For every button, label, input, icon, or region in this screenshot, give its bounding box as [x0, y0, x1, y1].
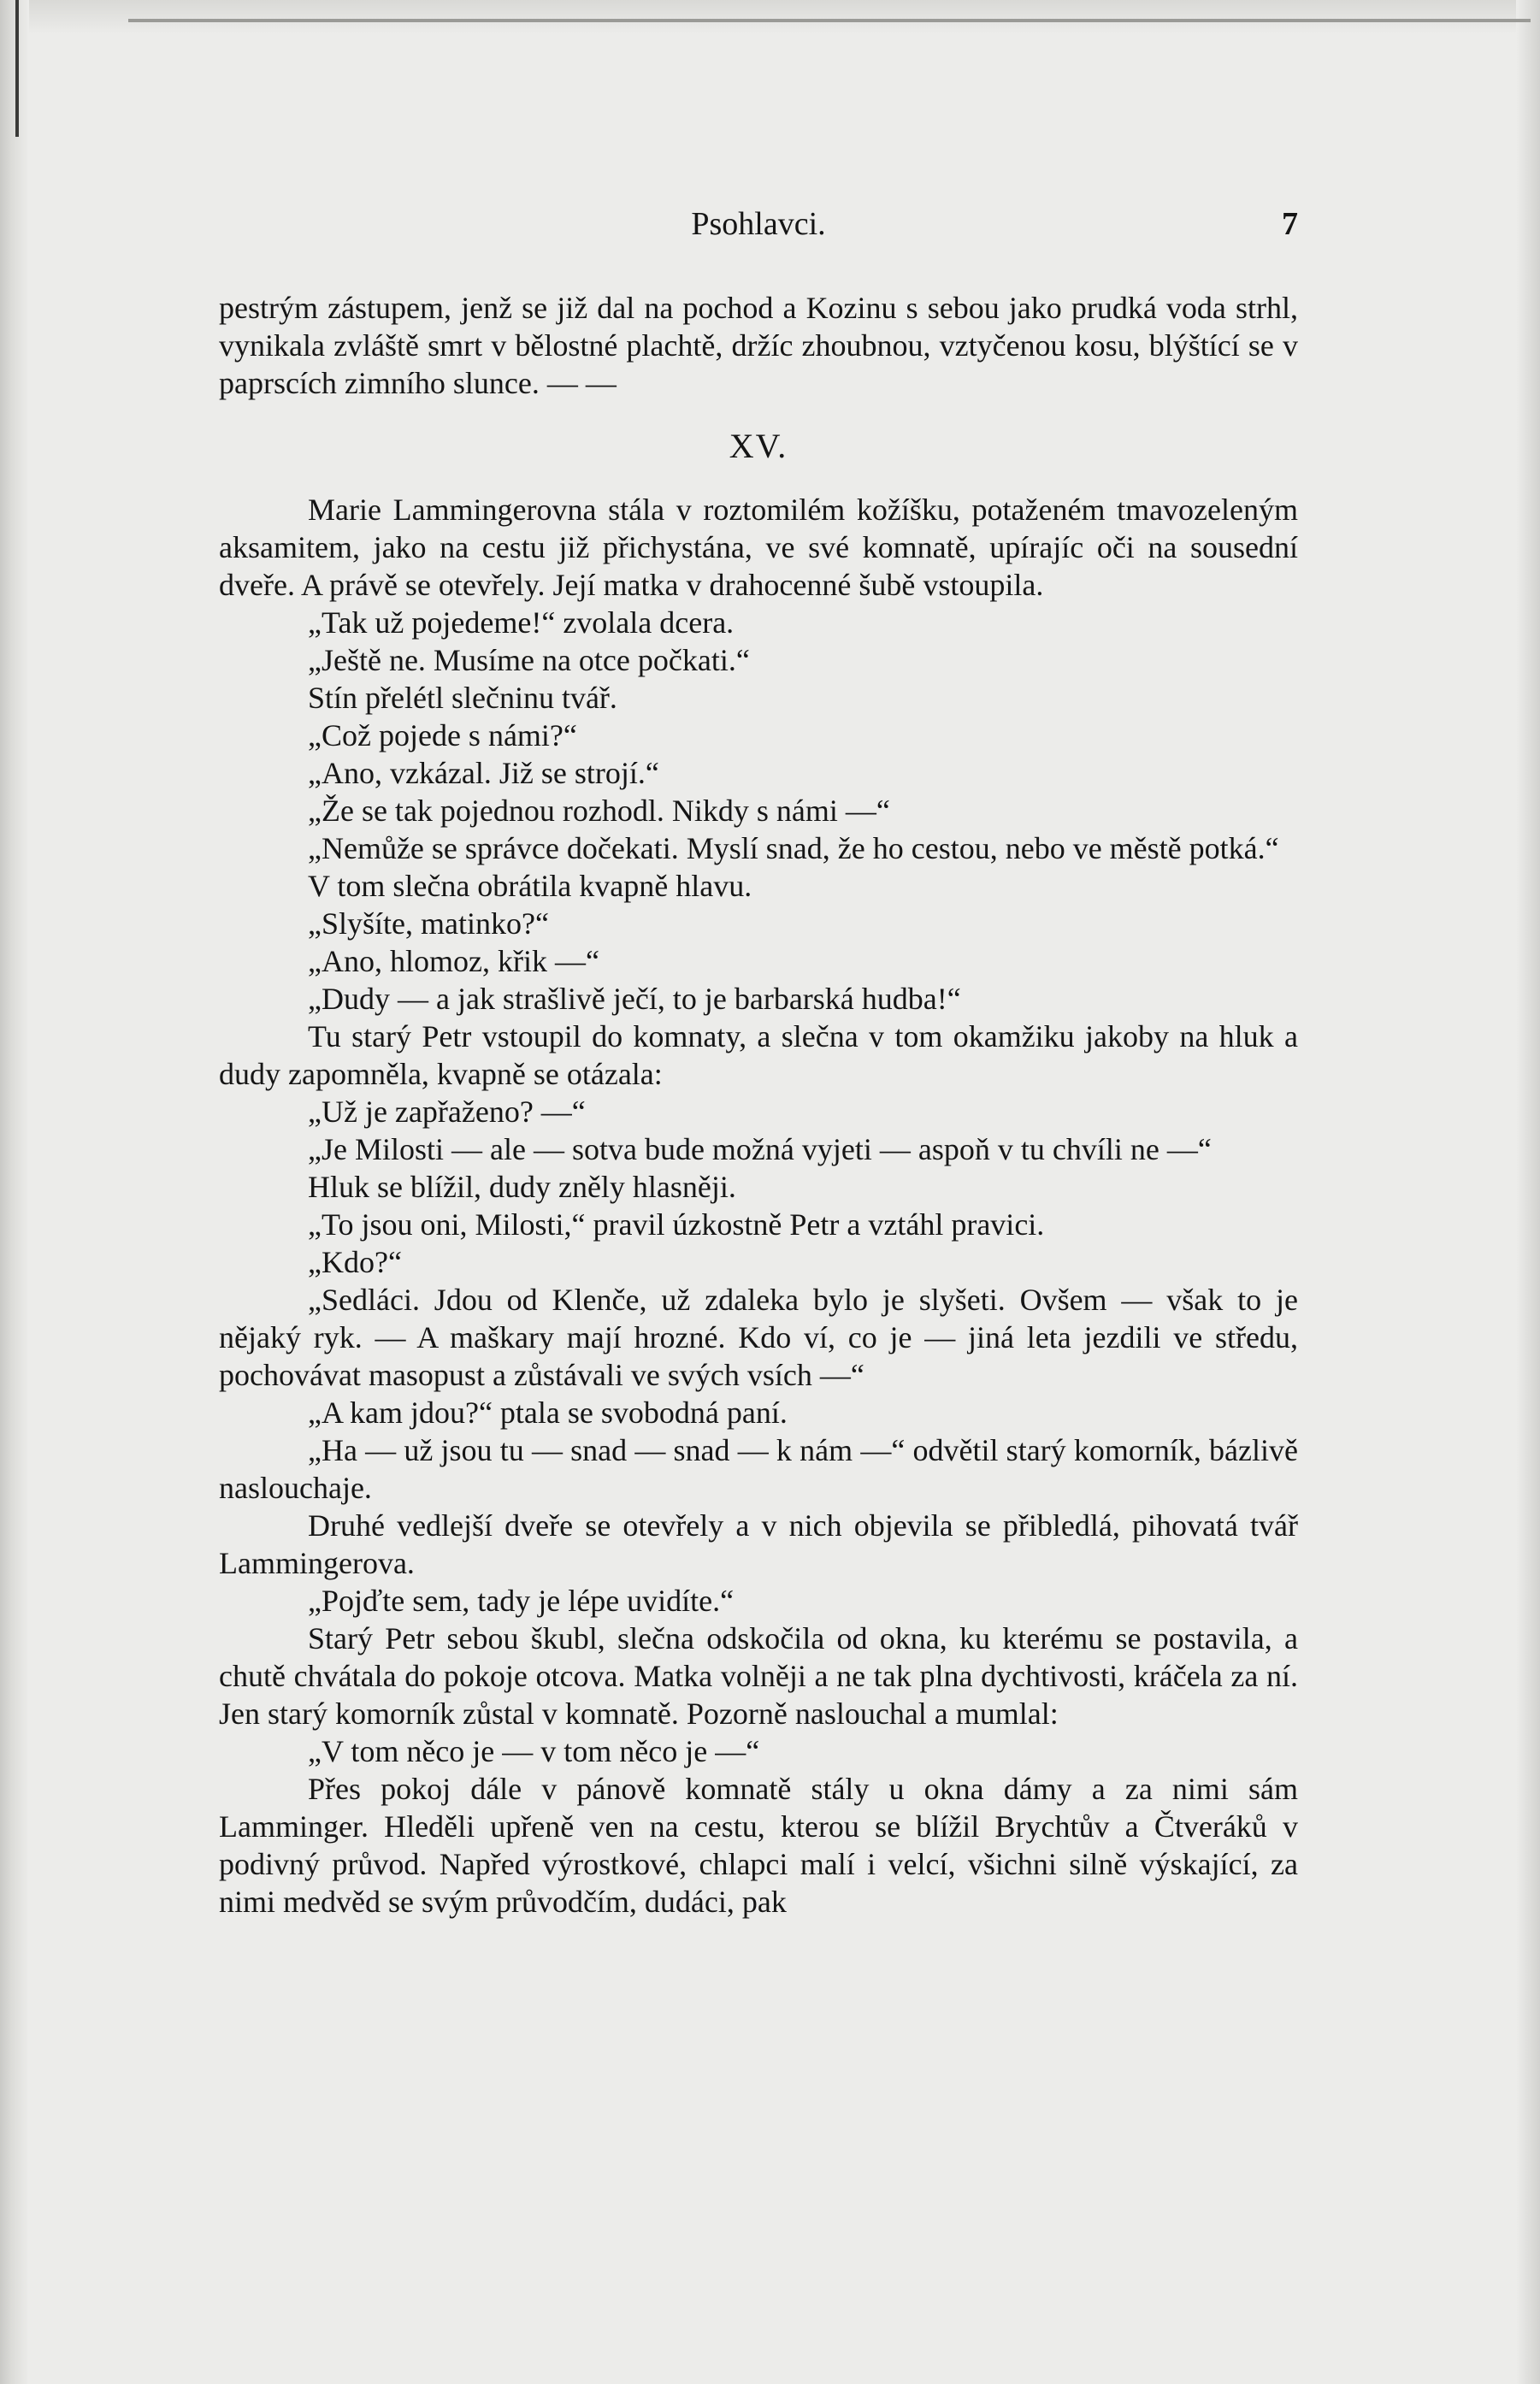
paragraph: „Kdo?“ [308, 1245, 402, 1279]
paragraph: „Je Milosti — ale — sotva bude možná vyjeti — aspoň v tu chvíli ne —“ [308, 1132, 1212, 1166]
paragraph: Druhé vedlejší dveře se otevřely a v nich objevila se přibledlá, pihovatá tvář Lammingerova. [219, 1508, 1298, 1580]
paragraph: Marie Lammingerovna stála v roztomilém kožíšku, potaženém tmavozeleným aksamitem, jako na cestu již přichystána, ve své komnatě, upírajíc oči na sousední dveře. A právě se otevřely. Její matka v drahocenné šubě vstoupila. [219, 493, 1298, 602]
paragraph: Přes pokoj dále v pánově komnatě stály u okna dámy a za nimi sám Lamminger. Hleděli upřeně ven na cestu, kterou se blížil Brychtův a Čtveráků v podivný průvod. Napřed výrostkové, chlapci malí i velcí, všichni silně výskající, za nimi medvěd se svým průvodčím, dudáci, pak [219, 1772, 1298, 1919]
binding-line [15, 0, 19, 137]
paragraph: „Slyšíte, matinko?“ [308, 906, 549, 941]
paragraph: „Ještě ne. Musíme na otce počkati.“ [308, 643, 750, 677]
page-top-shadow [0, 0, 1540, 34]
paragraph: „Což pojede s námi?“ [308, 718, 577, 752]
paragraph: „Nemůže se správce dočekati. Myslí snad, že ho cestou, nebo ve městě potká.“ [308, 831, 1279, 865]
paragraph: Hluk se blížil, dudy zněly hlasněji. [308, 1170, 736, 1204]
paragraph: pestrým zástupem, jenž se již dal na pochod a Kozinu s sebou jako prudká voda strhl, vynikala zvláště smrt v bělostné plachtě, držíc zhoubnou, vztyčenou kosu, blýštící se v paprscích zimního slunce. — — [219, 291, 1298, 400]
paragraph: „Že se tak pojednou rozhodl. Nikdy s námi —“ [308, 794, 890, 828]
paragraph: „Už je zapřaženo? —“ [308, 1095, 586, 1129]
paragraph: „Dudy — a jak strašlivě ječí, to je barbarská hudba!“ [308, 982, 961, 1016]
section-heading: XV. [729, 427, 788, 465]
paragraph: Starý Petr sebou škubl, slečna odskočila od okna, ku kterému se postavila, a chutě chvátala do pokoje otcova. Matka volněji a ne tak plna dychtivosti, kráčela za ní. Jen starý komorník zůstal v komnatě. Pozorně naslouchal a mumlal: [219, 1621, 1298, 1731]
paragraph: „To jsou oni, Milosti,“ pravil úzkostně Petr a vztáhl pravici. [308, 1207, 1045, 1242]
body-text [219, 289, 1298, 1921]
paragraph: „Sedláci. Jdou od Klenče, už zdaleka bylo je slyšeti. Ovšem — však to je nějaký ryk. — A maškary mají hrozné. Kdo ví, co je — jiná leta jezdili ve středu, pochovávat masopust a zůstávali ve svých vsích —“ [219, 1283, 1298, 1392]
running-title: Psohlavci. [691, 206, 826, 242]
paragraph: „Ano, vzkázal. Již se strojí.“ [308, 756, 659, 790]
page-header [219, 198, 1298, 250]
paragraph: „A kam jdou?“ ptala se svobodná paní. [308, 1396, 788, 1430]
paragraph: V tom slečna obrátila kvapně hlavu. [308, 869, 752, 903]
page-gutter-shadow [0, 0, 29, 2384]
paragraph: „Pojďte sem, tady je lépe uvidíte.“ [308, 1584, 735, 1618]
paragraph: „Ano, hlomoz, křik —“ [308, 944, 599, 978]
page-number: 7 [1282, 206, 1298, 242]
paragraph: „Tak už pojedeme!“ zvolala dcera. [308, 605, 735, 640]
scan-top-rule [128, 19, 1531, 22]
page-right-shadow [1516, 0, 1540, 2384]
paragraph: „Ha — už jsou tu — snad — snad — k nám —“ odvětil starý komorník, bázlivě naslouchaje. [219, 1433, 1298, 1505]
paragraph: „V tom něco je — v tom něco je —“ [308, 1734, 760, 1768]
paragraph: Stín přelétl slečninu tvář. [308, 681, 617, 715]
paragraph: Tu starý Petr vstoupil do komnaty, a slečna v tom okamžiku jakoby na hluk a dudy zapomněla, kvapně se otázala: [219, 1019, 1298, 1091]
